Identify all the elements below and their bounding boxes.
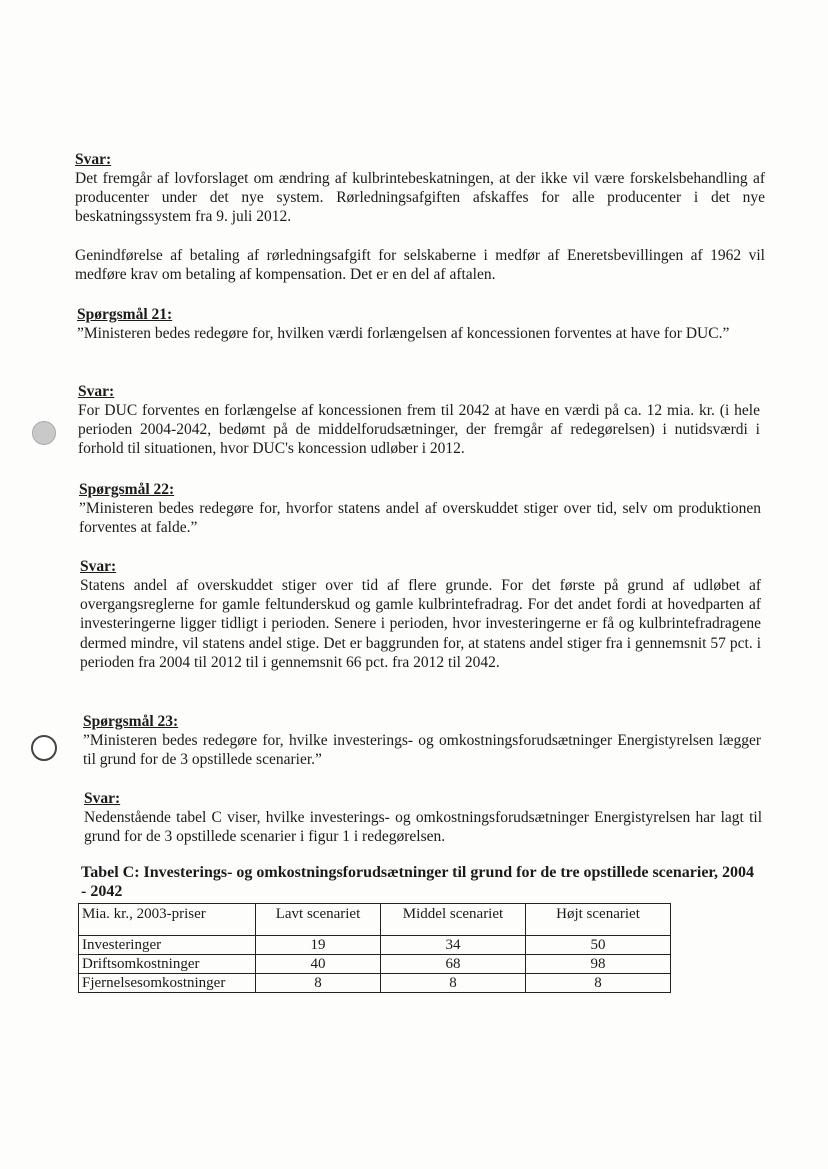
column-header: Mia. kr., 2003-priser [79,904,256,936]
table-cell: 34 [381,936,526,955]
table-row [79,936,671,955]
question-text: ”Ministeren bedes redegøre for, hvorfor statens andel af overskuddet stiger over tid, selv om produktionen forventes at falde.” [79,500,761,537]
question-text: ”Ministeren bedes redegøre for, hvilke investerings- og omkostningsforudsætninger Energistyrelsen lægger til grund for de 3 opstillede scenarier.” [83,732,761,769]
section-heading: Spørgsmål 21: [77,306,173,323]
question-section [79,480,761,537]
table-cell: 68 [381,955,526,974]
punch-hole-icon [32,421,56,445]
table-header-row [79,904,671,936]
table-cell: 8 [256,974,381,993]
table-cell: 50 [526,936,671,955]
column-header: Højt scenariet [526,904,671,936]
answer-section [80,557,761,672]
table-cell: 40 [256,955,381,974]
answer-paragraph: For DUC forventes en forlængelse af koncessionen frem til 2042 at have en værdi på ca. 12 mia. kr. (i hele perioden 2004-2042, bedømt på de middelforudsætninger, der fremgår af redegørelsen) i nutidsværdi i forhold til situationen, hvor DUC's koncession udløber i 2012. [78,402,760,458]
table-cell: 8 [381,974,526,993]
column-header: Lavt scenariet [256,904,381,936]
section-heading: Svar: [75,151,112,168]
row-label: Fjernelsesomkostninger [79,974,256,993]
punch-hole-icon [31,735,57,761]
answer-paragraph: Det fremgår af lovforslaget om ændring af kulbrintebeskatningen, at der ikke vil være forskelsbehandling af producenter under det nye system. Rørledningsafgiften afskaffes for alle producenter i det nye beskatningssystem fra 9. juli 2012. [75,170,765,226]
column-header: Middel scenariet [381,904,526,936]
table-cell: 8 [526,974,671,993]
answer-section [78,382,760,459]
question-text: ”Ministeren bedes redegøre for, hvilken værdi forlængelsen af koncessionen forventes at have for DUC.” [77,325,730,342]
question-section [77,305,767,343]
section-heading: Spørgsmål 23: [83,713,179,730]
table-row [79,955,671,974]
answer-section [75,150,765,284]
table-caption-text: Tabel C: Investerings- og omkostningsforudsætninger til grund for de tre opstillede scenarier, 2004 - 2042 [81,864,755,900]
section-heading: Spørgsmål 22: [79,481,175,498]
section-heading: Svar: [78,383,115,400]
answer-paragraph: Nedenstående tabel C viser, hvilke investerings- og omkostningsforudsætninger Energistyrelsen har lagt til grund for de 3 opstillede scenarier i figur 1 i redegørelsen. [84,809,762,846]
data-table [78,903,671,993]
table-cell: 98 [526,955,671,974]
answer-section [84,789,762,846]
row-label: Driftsomkostninger [79,955,256,974]
section-heading: Svar: [80,558,117,575]
answer-paragraph: Genindførelse af betaling af rørledningsafgift for selskaberne i medfør af Eneretsbevillingen af 1962 vil medføre krav om betaling af kompensation. Det er en del af aftalen. [75,246,765,283]
table-cell: 19 [256,936,381,955]
table-row [79,974,671,993]
section-heading: Svar: [84,790,121,807]
table-caption [81,863,761,901]
question-section [83,712,761,769]
answer-paragraph: Statens andel af overskuddet stiger over tid af flere grunde. For det første på grund af udløbet af overgangsreglerne for gamle feltunderskud og gamle kulbrintefradrag. For det andet fordi at hovedparten af investeringerne ligger tidligt i perioden. Senere i perioden, hvor investeringerne er få og kulbrintefradragene dermed mindre, vil statens andel stige. Det er baggrunden for, at statens andel stiger fra i gennemsnit 57 pct. i perioden fra 2004 til 2012 til i gennemsnit 66 pct. fra 2012 til 2042. [80,577,761,671]
row-label: Investeringer [79,936,256,955]
